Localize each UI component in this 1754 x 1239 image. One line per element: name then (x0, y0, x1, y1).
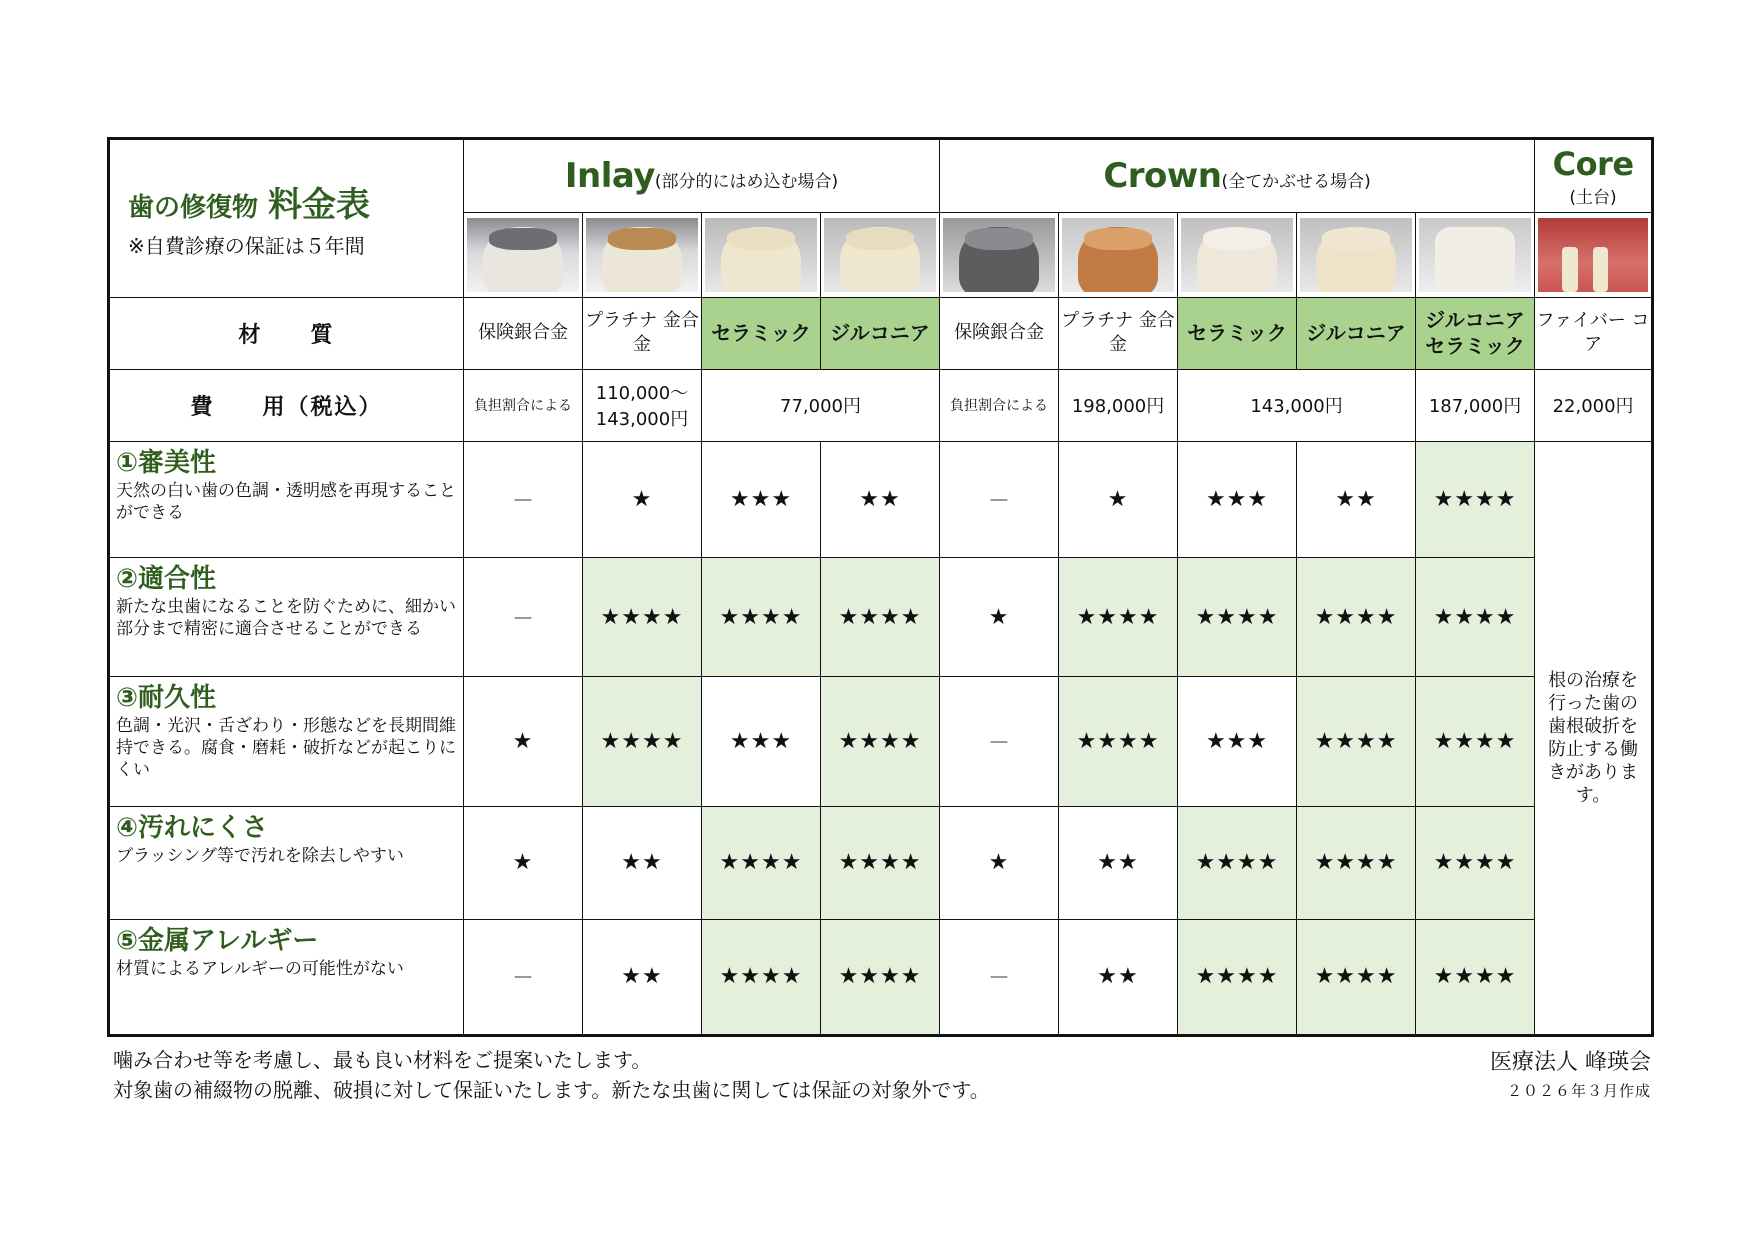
tooth-image (467, 218, 579, 292)
rating-cell: － (464, 441, 583, 557)
tooth-image (824, 218, 936, 292)
rating-cell: ★★★★ (583, 558, 702, 676)
fee-cell: 198,000円 (1059, 369, 1178, 441)
tooth-image (943, 218, 1055, 292)
tooth-image (1181, 218, 1293, 292)
organization-name: 医療法人 峰瑛会 (1490, 1050, 1651, 1075)
footer-line-1: 噛み合わせ等を考慮し、最も良い材料をご提案いたします。 (113, 1048, 652, 1072)
rating-cell: ★★★★ (1297, 807, 1416, 919)
material-label: 材 質 (109, 297, 464, 369)
rating-cell: ★★★★ (1178, 919, 1297, 1035)
rating-cell: ★★★★ (1297, 558, 1416, 676)
criterion-desc: 天然の白い歯の色調・透明感を再現することができる (116, 480, 456, 523)
fee-cell: 143,000円 (1178, 369, 1416, 441)
crown-title: Crown (1103, 156, 1222, 197)
fee-label: 費 用（税込） (109, 369, 464, 441)
rating-cell: － (464, 919, 583, 1035)
photo-inlay-ceramic (702, 213, 821, 297)
photo-crown-ceramic (1178, 213, 1297, 297)
rating-cell: ★★★★ (702, 558, 821, 676)
fee-cell: 187,000円 (1416, 369, 1535, 441)
rating-cell: ★★ (1059, 919, 1178, 1035)
rating-cell: ★ (940, 558, 1059, 676)
rating-cell: ★★★★ (583, 676, 702, 806)
core-header (1535, 139, 1653, 213)
warranty-note: ※自費診療の保証は５年間 (128, 234, 365, 259)
fee-cell: 負担割合による (940, 369, 1059, 441)
criterion-title: ②適合性 (116, 564, 217, 595)
criterion-cell (109, 441, 464, 557)
photo-inlay-silver (464, 213, 583, 297)
rating-cell: ★★★★ (821, 558, 940, 676)
material-cell: ファイバー コア (1535, 297, 1653, 369)
core-note: 根の治療を行った歯の歯根破折を防止する働きがあります。 (1535, 441, 1653, 1035)
material-cell: セラミック (702, 297, 821, 369)
rating-cell: ★★★★ (1416, 441, 1535, 557)
rating-cell: ★★ (1059, 807, 1178, 919)
material-cell: ジルコニア セラミック (1416, 297, 1535, 369)
tooth-image (586, 218, 698, 292)
rating-cell: ★★★★ (821, 676, 940, 806)
fee-cell: 77,000円 (702, 369, 940, 441)
photo-inlay-platinum (583, 213, 702, 297)
criterion-desc: ブラッシング等で汚れを除去しやすい (116, 846, 404, 867)
material-cell: ジルコニア (821, 297, 940, 369)
criterion-title: ④汚れにくさ (116, 813, 269, 844)
footer-line-2: 対象歯の補綴物の脱離、破損に対して保証いたします。新たな虫歯に関しては保証の対象外です。 (113, 1078, 990, 1102)
rating-cell: ★★★★ (1059, 558, 1178, 676)
rating-cell: ★★★★ (1059, 676, 1178, 806)
rating-cell: ★★★ (1178, 676, 1297, 806)
rating-cell: ★★★★ (821, 807, 940, 919)
title-accent: 料金表 (268, 185, 371, 226)
photo-inlay-zirconia (821, 213, 940, 297)
rating-cell: ★★★★ (1416, 807, 1535, 919)
rating-cell: ★★ (583, 807, 702, 919)
fee-cell: 負担割合による (464, 369, 583, 441)
rating-cell: － (940, 919, 1059, 1035)
photo-crown-zirconia-ceramic (1416, 213, 1535, 297)
criterion-title: ①審美性 (116, 447, 217, 478)
material-cell: プラチナ 金合金 (583, 297, 702, 369)
fee-cell: 22,000円 (1535, 369, 1653, 441)
rating-cell: ★★★★ (702, 807, 821, 919)
rating-cell: ★★ (1297, 441, 1416, 557)
criterion-desc: 新たな虫歯になることを防ぐために、細かい部分まで精密に適合させることができる (116, 597, 456, 640)
rating-cell: ★★★★ (821, 919, 940, 1035)
rating-cell: ★★★★ (1416, 919, 1535, 1035)
rating-cell: ★★★★ (1178, 558, 1297, 676)
crown-header (940, 139, 1535, 213)
rating-cell: ★ (464, 676, 583, 806)
rating-cell: ★★★★ (702, 919, 821, 1035)
core-title: Core (1552, 144, 1634, 183)
material-cell: ジルコニア (1297, 297, 1416, 369)
price-table (107, 137, 1654, 1037)
rating-cell: ★ (1059, 441, 1178, 557)
rating-cell: ★★★★ (1297, 676, 1416, 806)
created-date: ２０２６年３月作成 (1506, 1082, 1651, 1100)
criterion-title: ③耐久性 (116, 682, 217, 713)
fee-cell: 110,000〜 143,000円 (583, 369, 702, 441)
inlay-title: Inlay (564, 156, 655, 197)
rating-cell: ★★★ (702, 676, 821, 806)
photo-crown-zirconia (1297, 213, 1416, 297)
rating-cell: － (940, 441, 1059, 557)
tooth-image (705, 218, 817, 292)
criterion-title: ⑤金属アレルギー (116, 925, 319, 956)
criterion-cell (109, 558, 464, 676)
crown-subtitle: (全てかぶせる場合) (1221, 172, 1371, 193)
core-subtitle: (土台) (1569, 187, 1617, 208)
rating-cell: ★★★★ (1297, 919, 1416, 1035)
inlay-header (464, 139, 940, 213)
rating-cell: ★★★★ (1416, 676, 1535, 806)
rating-cell: ★★ (821, 441, 940, 557)
tooth-image (1300, 218, 1412, 292)
tooth-image (1419, 218, 1531, 292)
rating-cell: ★★★★ (1178, 807, 1297, 919)
title-main: 歯の修復物 (128, 193, 259, 224)
footer-notes (113, 1045, 990, 1105)
rating-cell: ★★★ (702, 441, 821, 557)
criterion-cell (109, 919, 464, 1035)
criterion-cell (109, 807, 464, 919)
criterion-cell (109, 676, 464, 806)
tooth-image (1062, 218, 1174, 292)
criterion-desc: 材質によるアレルギーの可能性がない (116, 958, 404, 979)
table-title-cell (109, 139, 464, 298)
material-cell: セラミック (1178, 297, 1297, 369)
rating-cell: ★ (940, 807, 1059, 919)
rating-cell: ★ (464, 807, 583, 919)
photo-crown-platinum (1059, 213, 1178, 297)
tooth-image (1538, 218, 1648, 292)
rating-cell: ★★★★ (1416, 558, 1535, 676)
rating-cell: ★ (583, 441, 702, 557)
photo-crown-silver (940, 213, 1059, 297)
rating-cell: － (464, 558, 583, 676)
material-cell: 保険銀合金 (940, 297, 1059, 369)
material-cell: プラチナ 金合金 (1059, 297, 1178, 369)
criterion-desc: 色調・光沢・舌ざわり・形態などを長期間維持できる。腐食・磨耗・破折などが起こりにくい (116, 715, 456, 780)
photo-core-fiber (1535, 213, 1653, 297)
material-cell: 保険銀合金 (464, 297, 583, 369)
inlay-subtitle: (部分的にはめ込む場合) (654, 172, 839, 193)
rating-cell: ★★★ (1178, 441, 1297, 557)
rating-cell: ★★ (583, 919, 702, 1035)
rating-cell: － (940, 676, 1059, 806)
